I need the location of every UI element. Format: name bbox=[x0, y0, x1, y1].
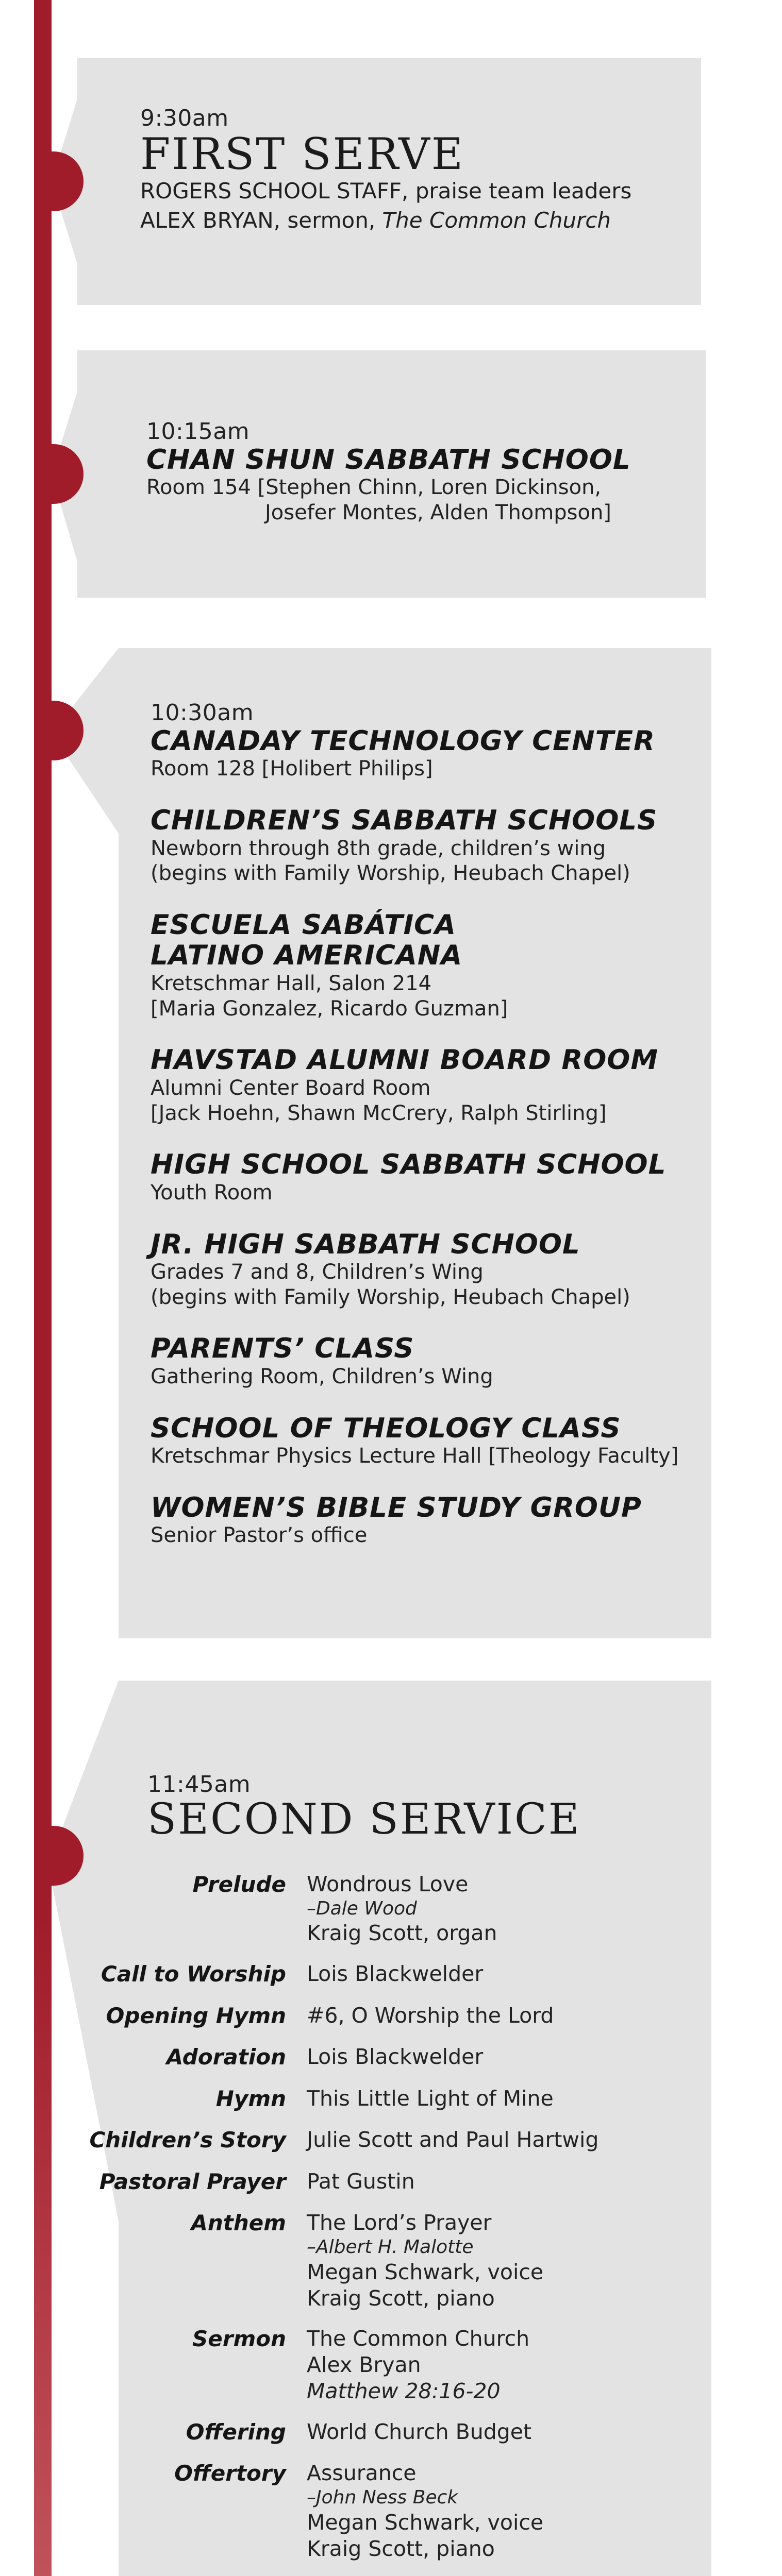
item-title: SCHOOL OF THEOLOGY CLASS bbox=[151, 1412, 621, 1444]
order-label: Offering bbox=[186, 2419, 286, 2445]
item-detail: Senior Pastor’s office bbox=[151, 1523, 368, 1548]
first-serve-title: FIRST SERVE bbox=[140, 129, 465, 179]
order-label: Pastoral Prayer bbox=[99, 2168, 286, 2194]
order-label: Anthem bbox=[191, 2210, 286, 2236]
order-label: Opening Hymn bbox=[106, 2003, 286, 2028]
item-detail: Gathering Room, Children’s Wing bbox=[151, 1364, 493, 1388]
item-detail: [Maria Gonzalez, Ricardo Guzman] bbox=[151, 996, 508, 1021]
order-value: The Common Church Alex Bryan Matthew 28:16-20 bbox=[307, 2326, 530, 2404]
ten-thirty-time: 10:30am bbox=[151, 700, 254, 726]
order-value: Julie Scott and Paul Hartwig bbox=[307, 2127, 599, 2153]
chan-shun-panel bbox=[52, 350, 706, 598]
item-title: WOMEN’S BIBLE STUDY GROUP bbox=[151, 1492, 642, 1523]
order-label: Sermon bbox=[192, 2326, 286, 2352]
order-value: Wondrous Love –Dale Wood Kraig Scott, organ bbox=[307, 1872, 497, 1946]
order-row-opening-hymn bbox=[88, 2003, 613, 2030]
chan-shun-time: 10:15am bbox=[146, 418, 250, 445]
list-item-jr-high bbox=[151, 1229, 678, 1310]
chan-shun-teachers: Josefer Montes, Alden Thompson] bbox=[265, 501, 611, 525]
list-item-escuela bbox=[151, 910, 678, 1021]
order-label: Adoration bbox=[166, 2044, 286, 2070]
order-value: Assurance –John Ness Beck Megan Schwark, voice Kraig Scott, piano bbox=[307, 2461, 544, 2561]
order-row-adoration bbox=[88, 2044, 613, 2071]
order-row-pastoral-prayer bbox=[88, 2168, 613, 2196]
second-service-panel bbox=[52, 1681, 711, 2576]
item-title: JR. HIGH SABBATH SCHOOL bbox=[151, 1228, 580, 1260]
item-detail: Newborn through 8th grade, children’s wing bbox=[151, 836, 606, 860]
item-detail: [Jack Hoehn, Shawn McCrery, Ralph Stirling] bbox=[151, 1101, 607, 1125]
order-value: World Church Budget bbox=[307, 2419, 532, 2444]
list-item-childrens bbox=[151, 805, 678, 886]
order-value: This Little Light of Mine bbox=[307, 2086, 554, 2111]
first-serve-panel bbox=[52, 58, 701, 305]
order-row-offertory bbox=[88, 2460, 613, 2562]
order-value: Lois Blackwelder bbox=[307, 1961, 484, 1987]
list-item-havstad bbox=[151, 1045, 678, 1126]
item-detail: (begins with Family Worship, Heubach Chapel) bbox=[151, 1285, 630, 1309]
list-item-theology bbox=[151, 1413, 678, 1469]
list-item-womens bbox=[151, 1493, 678, 1548]
item-detail: Kretschmar Hall, Salon 214 bbox=[151, 971, 432, 995]
item-title: HIGH SCHOOL SABBATH SCHOOL bbox=[151, 1149, 667, 1181]
timeline-bar bbox=[34, 0, 52, 2576]
second-service-title: SECOND SERVICE bbox=[147, 1795, 581, 1844]
order-value: Pat Gustin bbox=[307, 2168, 415, 2194]
second-service-time: 11:45am bbox=[147, 1771, 251, 1798]
order-value: Lois Blackwelder bbox=[307, 2044, 484, 2070]
chan-shun-room: Room 154 [Stephen Chinn, Loren Dickinson, bbox=[146, 476, 602, 500]
order-row-call-to-worship bbox=[88, 1961, 613, 1988]
list-item-canaday bbox=[151, 726, 678, 782]
item-detail: Youth Room bbox=[151, 1180, 273, 1205]
order-row-hymn bbox=[88, 2086, 613, 2113]
chan-shun-title: CHAN SHUN SABBATH SCHOOL bbox=[146, 444, 631, 476]
list-item-parents bbox=[151, 1333, 678, 1389]
order-row-prelude bbox=[88, 1871, 613, 1946]
order-label: Offertory bbox=[174, 2461, 286, 2486]
order-row-offering bbox=[88, 2419, 613, 2446]
item-detail: Room 128 [Holibert Philips] bbox=[151, 757, 433, 781]
item-detail: (begins with Family Worship, Heubach Chapel) bbox=[151, 861, 630, 886]
item-detail: Grades 7 and 8, Children’s Wing bbox=[151, 1260, 484, 1284]
order-row-anthem bbox=[88, 2210, 613, 2311]
order-of-worship bbox=[88, 1871, 613, 2576]
order-label: Prelude bbox=[192, 1872, 286, 1897]
item-title: PARENTS’ CLASS bbox=[151, 1333, 414, 1365]
item-title: LATINO AMERICANA bbox=[151, 940, 463, 972]
first-serve-time: 9:30am bbox=[140, 105, 229, 131]
first-serve-sermon: ALEX BRYAN, sermon, The Common Church bbox=[140, 207, 611, 233]
order-label: Call to Worship bbox=[101, 1961, 286, 1987]
item-title: ESCUELA SABÁTICA bbox=[151, 909, 457, 941]
item-detail: Alumni Center Board Room bbox=[151, 1076, 431, 1100]
ten-thirty-panel bbox=[52, 648, 711, 1638]
order-label: Hymn bbox=[215, 2086, 286, 2111]
item-detail: Kretschmar Physics Lecture Hall [Theology Faculty] bbox=[151, 1444, 679, 1468]
item-title: HAVSTAD ALUMNI BOARD ROOM bbox=[151, 1044, 659, 1076]
order-row-sermon bbox=[88, 2326, 613, 2404]
item-title: CHILDREN’S SABBATH SCHOOLS bbox=[151, 805, 658, 837]
order-value: The Lord’s Prayer –Albert H. Malotte Megan Schwark, voice Kraig Scott, piano bbox=[307, 2210, 544, 2311]
order-label: Children’s Story bbox=[89, 2127, 286, 2153]
item-title: CANADAY TECHNOLOGY CENTER bbox=[151, 725, 655, 757]
first-serve-staff: ROGERS SCHOOL STAFF, praise team leaders bbox=[140, 178, 632, 204]
order-value: #6, O Worship the Lord bbox=[307, 2003, 554, 2028]
list-item-high-school bbox=[151, 1149, 678, 1205]
order-row-childrens-story bbox=[88, 2127, 613, 2154]
